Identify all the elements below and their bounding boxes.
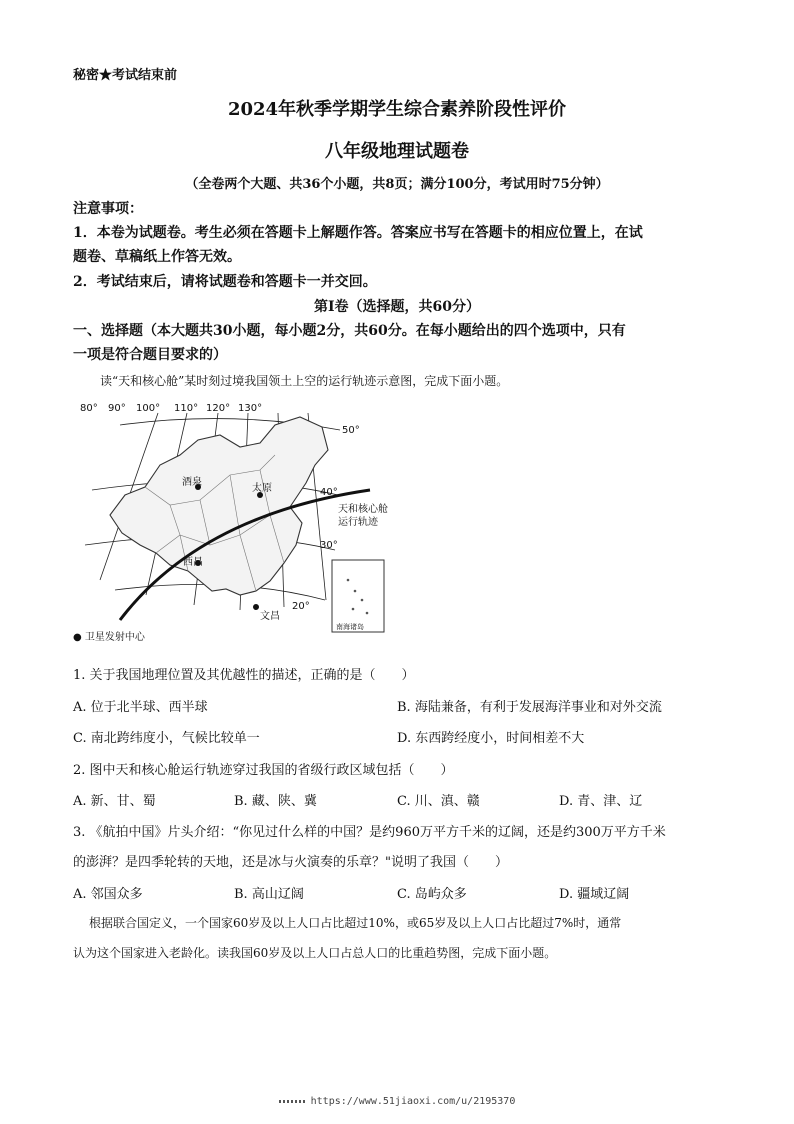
exam-info: （全卷两个大题、共36个小题，共8页；满分100分，考试用时75分钟） (185, 177, 609, 192)
footer-dots (279, 1100, 305, 1103)
q1-option-a: A. 位于北半球、西半球 (73, 700, 208, 715)
china-map (70, 395, 390, 640)
q2-option-a: A. 新、甘、蜀 (73, 794, 156, 809)
page-footer (0, 1096, 794, 1107)
section1-heading-line-2: 一项是符合题目要求的） (73, 347, 227, 363)
q3-stem-line-1: 3. 《航拍中国》片头介绍：“你见过什么样的中国？是约960万平方千米的辽阔，还是约300万平方千米 (73, 825, 666, 840)
q3-stem-line-2: 的澎湃？是四季轮转的天地，还是冰与火演奏的乐章？"说明了我国（ ） (73, 855, 508, 870)
china-map-figure (70, 395, 390, 640)
aging-intro-line-1: 根据联合国定义，一个国家60岁及以上人口占比超过10%，或65岁及以上人口占比超过7%时，通常 (89, 916, 622, 930)
q3-option-d: D. 疆域辽阔 (559, 887, 630, 902)
part1-title: 第Ⅰ卷（选择题，共60分） (313, 299, 481, 315)
notes-item-2: 2．考试结束后，请将试题卷和答题卡一并交回。 (73, 274, 377, 290)
lat-label-50: 50° (342, 425, 360, 436)
city-label-taiyuan: 太原 (252, 483, 272, 494)
south-china-sea-inset (332, 560, 384, 632)
lon-label-130: 130° (238, 403, 263, 414)
notes-heading: 注意事项： (73, 201, 143, 217)
notes-item-1-line-1: 1．本卷为试题卷。考生必须在答题卡上解题作答。答案应书写在答题卡的相应位置上，在试 (73, 225, 643, 241)
lat-label-30: 30° (320, 540, 338, 551)
lon-label-100: 100° (136, 403, 161, 414)
notes-item-1-line-2: 题卷、草稿纸上作答无效。 (73, 249, 241, 265)
q3-option-a: A. 邻国众多 (73, 887, 143, 902)
q2-option-c: C. 川、滇、赣 (397, 794, 480, 809)
city-label-xichang: 西昌 (183, 557, 203, 568)
q1-option-b: B. 海陆兼备，有利于发展海洋事业和对外交流 (397, 700, 662, 715)
section1-heading-line-1: 一、选择题（本大题共30小题，每小题2分，共60分。在每小题给出的四个选项中，只有 (73, 323, 626, 339)
lon-label-120: 120° (206, 403, 231, 414)
lat-label-40: 40° (320, 487, 338, 498)
track-label-line-1: 天和核心舱 (338, 504, 388, 515)
q3-option-c: C. 岛屿众多 (397, 887, 467, 902)
exam-subtitle: 八年级地理试题卷 (325, 141, 469, 162)
q2-option-b: B. 藏、陕、冀 (234, 794, 317, 809)
aging-intro-line-2: 认为这个国家进入老龄化。读我国60岁及以上人口占总人口的比重趋势图，完成下面小题。 (73, 946, 557, 960)
q1-option-c: C. 南北跨纬度小，气候比较单一 (73, 731, 260, 746)
q2-option-d: D. 青、津、辽 (559, 794, 643, 809)
map-legend: ● 卫星发射中心 (73, 632, 145, 643)
secret-mark: 秘密★考试结束前 (73, 68, 178, 83)
q1-option-d: D. 东西跨经度小，时间相差不大 (397, 731, 585, 746)
q2-stem: 2. 图中天和核心舱运行轨迹穿过我国的省级行政区域包括（ ） (73, 763, 454, 778)
track-label-line-2: 运行轨迹 (338, 517, 378, 528)
footer-url[interactable]: https://www.51jiaoxi.com/u/2195370 (310, 1096, 516, 1107)
wenchang-dot (253, 604, 259, 610)
inset-label: 南海诸岛 (336, 623, 364, 631)
q1-stem: 1. 关于我国地理位置及其优越性的描述，正确的是（ ） (73, 668, 415, 683)
q3-option-b: B. 高山辽阔 (234, 887, 304, 902)
city-label-wenchang: 文昌 (260, 611, 280, 622)
lon-label-110: 110° (174, 403, 199, 414)
lat-label-20: 20° (292, 601, 310, 612)
city-label-jiuquan: 酒泉 (182, 477, 202, 488)
map-intro: 读“天和核心舱”某时刻过境我国领土上空的运行轨迹示意图，完成下面小题。 (100, 374, 509, 388)
lon-label-90: 90° (108, 403, 126, 414)
lon-label-80: 80° (80, 403, 98, 414)
exam-title: 2024年秋季学期学生综合素养阶段性评价 (227, 99, 567, 120)
